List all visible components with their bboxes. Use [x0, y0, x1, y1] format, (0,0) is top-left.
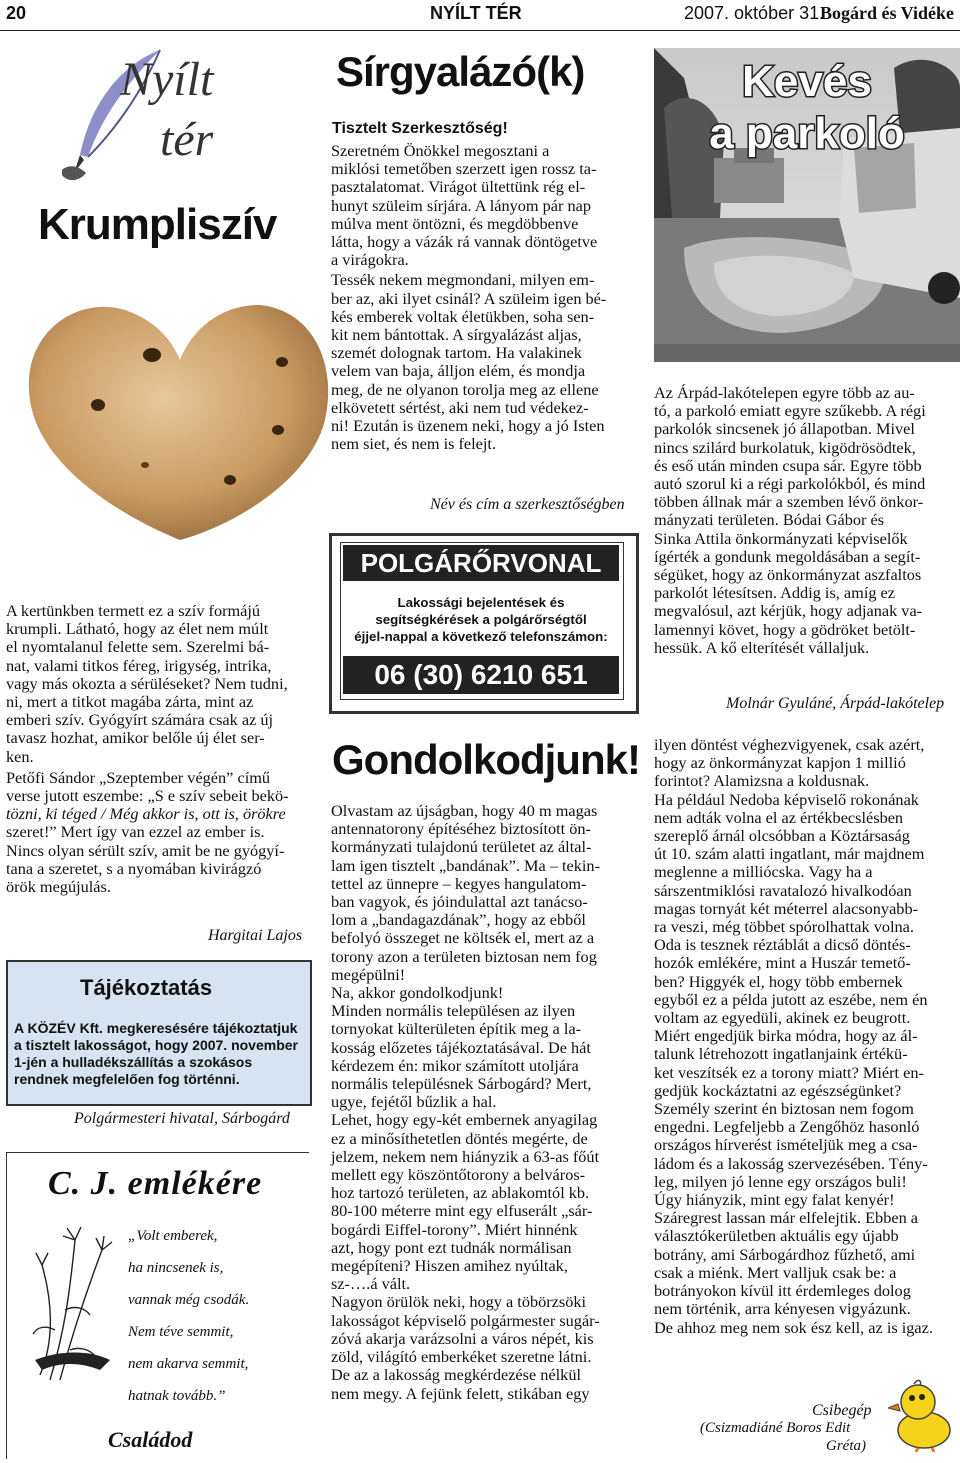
- krumpli-text-line: tavasz hozhat, amikor belőle új élet ser-: [6, 728, 265, 748]
- sirgyalazo-text-line: szemét dolognak tartom. Ha valakinek: [331, 343, 582, 363]
- gondolkodjunk-cont-line: Oda is tesznek réztáblát a dicső döntés-: [654, 935, 911, 955]
- sirgyalazo-signature: Név és cím a szerkesztőségben: [430, 496, 625, 513]
- sirgyalazo-text-line: meg, de ne olyanon torolja meg az ellene: [331, 379, 599, 399]
- newspaper-name: Bogárd és Vidéke: [820, 3, 955, 23]
- krumpli-text-line: emberi szív. Gyógyírt számára csak az új: [6, 710, 274, 730]
- duck-icon: [888, 1378, 954, 1452]
- gondolkodjunk-cont-line: választókerületben aktuális egy újabb: [654, 1226, 899, 1246]
- gondolkodjunk-cont-line: talunk létrehozott ingatlanjaink értékü-: [654, 1044, 908, 1064]
- gondolkodjunk-text-line: tornyokat külterületen építik meg a la-: [331, 1019, 582, 1039]
- gondolkodjunk-cont-line: Száregrest lassan már elfelejtik. Ebben a: [654, 1208, 919, 1228]
- krumpli-text-line: Nincs olyan sérült szív, amit be ne gyógyí-: [6, 840, 285, 860]
- flower-bouquet-icon: [30, 1210, 125, 1385]
- gondolkodjunk-cont-line: leg, milyen jó lenne egy országos buli!: [654, 1171, 907, 1191]
- gondolkodjunk-cont-line: engedni. Legfeljebb a Zengőhöz hasonló: [654, 1117, 920, 1137]
- memorial-poem-line: ha nincsenek is,: [128, 1260, 224, 1276]
- keves-parkolo-body: [654, 384, 960, 657]
- memorial-poem-line: „Volt emberek,: [128, 1228, 218, 1244]
- keves-text-line: megvalósul, azt kérjük, hogy adjanak va-: [654, 601, 923, 621]
- sirgyalazo-text-line: miklósi temetőben szerzett igen rossz ta-: [331, 159, 597, 179]
- gondolkodjunk-cont-line: meglenne a milliócska. Vagy ha a: [654, 862, 873, 882]
- gondolkodjunk-text-line: normális településnek Sárbogárd? Mert,: [331, 1074, 592, 1094]
- gondolkodjunk-cont-line: Miért engedjük birka módra, hogy az ál-: [654, 1026, 918, 1046]
- gondolkodjunk-cont-line: magas tornyát két méterrel alacsonyabb-: [654, 898, 919, 918]
- heart-shaped-potato-image: [20, 290, 340, 550]
- gondolkodjunk-cont-line: hozók emlékére, mint a Huszár temető-: [654, 953, 911, 973]
- gondolkodjunk-cont-line: botrányokon kívül itt érdemleges dolog: [654, 1281, 911, 1301]
- memorial-signature: Családod: [108, 1427, 193, 1452]
- keves-text-line: parkolót létesítsen. Addig is, amíg ez: [654, 583, 896, 603]
- gondolkodjunk-text-line: De az a lakosság megkérdezése nélkül: [331, 1365, 581, 1385]
- krumpli-article-body: [6, 602, 308, 896]
- gondolkodjunk-cont-line: nem történik, arra kényesen vigyázunk.: [654, 1299, 911, 1319]
- gondolkodjunk-signature-detail: Gréta): [826, 1438, 866, 1454]
- sirgyalazo-text-line: Szeretném Önökkel megosztani a: [331, 141, 550, 160]
- gondolkodjunk-cont-line: országos hírverést ismételjük meg a csa-: [654, 1135, 918, 1155]
- keves-text-line: autó szorul ki a régi parkolókból, és mind: [654, 474, 926, 494]
- keves-signature: Molnár Gyuláné, Árpád-lakótelep: [726, 695, 945, 712]
- gondolkodjunk-cont-line: gedjük kockáztatni az egészségünket?: [654, 1080, 902, 1100]
- polgarorvonal-title: POLGÁRŐRVONAL: [343, 545, 619, 581]
- polgarorvonal-text-line: Lakossági bejelentések és: [397, 595, 565, 610]
- keves-text-line: parkolók sincsenek jó állapotban. Mivel: [654, 419, 915, 439]
- krumpli-text-line: ken.: [6, 746, 34, 766]
- gondolkodjunk-cont-line: ket veszítsék ez a torony miatt? Miért en-: [654, 1062, 924, 1082]
- krumpli-text-line: örök megújulás.: [6, 877, 111, 897]
- krumpli-text-line: krumpli. Látható, hogy az élet nem múlt: [6, 619, 269, 639]
- tajekoztatas-signature: Polgármesteri hivatal, Sárbogárd: [74, 1110, 290, 1127]
- gondolkodjunk-text-line: megépíteni? Hiszen amihez nyúltak,: [331, 1256, 568, 1276]
- gondolkodjunk-text-line: hoz tartozó területen, az ablakomtól kb.: [331, 1183, 590, 1203]
- gondolkodjunk-text-line: zóvá akarja varázsolni a város népét, kis: [331, 1328, 594, 1348]
- tajekoztatas-text: A KÖZÉV Kft. megkeresésére tájékoztatjuk a tisztelt lakosságot, hogy 2007. november 1-jén a hulladékszállítás a szokásos rendnek megfelelően fog történni.: [14, 1020, 298, 1087]
- gondolkodjunk-text-line: megépülni!: [331, 964, 406, 984]
- gondolkodjunk-cont-line: botrány, ami Sárbogárdhoz fűzhető, ami: [654, 1244, 916, 1264]
- sirgyalazo-text-line: hunyt szüleim sírjára. A lányom pár nap: [331, 195, 591, 215]
- keves-text-line: Sinka Attila önkormányzati képviselők: [654, 528, 908, 548]
- gondolkodjunk-text-line: befolyó összeget ne költsék el, mert az a: [331, 928, 595, 948]
- polgarorvonal-text-line: éjjel-nappal a következő telefonszámon:: [354, 629, 608, 644]
- sirgyalazo-body: [331, 142, 633, 453]
- gondolkodjunk-body: [331, 802, 633, 1403]
- memorial-poem-line: nem akarva semmit,: [128, 1356, 249, 1372]
- parking-lot-photo: [654, 48, 960, 362]
- gondolkodjunk-text-line: ban vagyok, és jóindulattal azt tanácso-: [331, 892, 588, 912]
- krumpli-author: Hargitai Lajos: [208, 927, 303, 944]
- gondolkodjunk-text-line: 80-100 méterre mint egy elfuserált „sár-: [331, 1201, 593, 1221]
- sirgyalazo-text-line: látta, hogy a vázák rá vannak döntögetve: [331, 232, 598, 252]
- krumpli-text-line: tana a szeretet, s a nyomában kivirágzó: [6, 858, 262, 878]
- gondolkodjunk-text-line: sz-….á vált.: [331, 1274, 411, 1294]
- sirgyalazo-text-line: pasztalatomat. Virágot ültettünk rég el-: [331, 177, 586, 197]
- krumpli-text-line: verse jutott eszembe: „S e szív sebeit bekö-: [6, 786, 289, 806]
- sirgyalazo-text-line: Tessék nekem megmondani, milyen em-: [331, 270, 595, 290]
- gondolkodjunk-cont-line: forintot? Alamizsna a koldusnak.: [654, 771, 870, 791]
- gondolkodjunk-signature-name: Csibegép: [812, 1402, 872, 1419]
- sirgyalazo-text-line: elkövetett sértést, aki nem tud védekez-: [331, 397, 589, 417]
- keves-text-line: lamennyi követ, hogy a gödröket betölt-: [654, 619, 916, 639]
- tajekoztatas-title: Tájékoztatás: [80, 975, 213, 1000]
- gondolkodjunk-text-line: antennatorony építéséhez biztosított ön-: [331, 819, 591, 839]
- gondolkodjunk-cont-line: Ha például Nedoba képviselő rokonának: [654, 789, 919, 809]
- gondolkodjunk-text-line: kormányzati tulajdonú területet az által-: [331, 837, 592, 857]
- issue-date: 2007. október 31.: [684, 3, 825, 23]
- keves-text-line: ségüket, hogy az önkormányzat aszfaltos: [654, 565, 922, 585]
- gondolkodjunk-text-line: mellett egy köszöntőtorony a belváros-: [331, 1165, 586, 1185]
- gondolkodjunk-cont-line: ra veszi, még többet spórolhattak volna.: [654, 917, 914, 937]
- memorial-poem-line: hatnak tovább.”: [128, 1388, 226, 1404]
- keves-text-line: és eső után minden csupa sár. Egyre több: [654, 455, 922, 475]
- sirgyalazo-text-line: múlva ment öntözni, és megdöbbenve: [331, 213, 579, 233]
- gondolkodjunk-text-line: azt, hogy pont ezt tudnák normálisan: [331, 1237, 572, 1257]
- gondolkodjunk-text-line: lam igen tisztelt „bandának”. Ma – tekin-: [331, 855, 600, 875]
- gondolkodjunk-text-line: Lehet, hogy egy-két embernek anyagilag: [331, 1110, 598, 1130]
- gondolkodjunk-signature-detail: (Csizmadiáné Boros Edit: [700, 1420, 851, 1436]
- gondolkodjunk-cont-line: Úgy hiányzik, mint egy falat kenyér!: [654, 1190, 895, 1210]
- gondolkodjunk-text-line: torony azon a területen biztosan nem fog: [331, 946, 597, 966]
- krumpli-text-line: nat, valami titkos féreg, irigység, intrika,: [6, 655, 272, 675]
- krumpli-text-line: Petőfi Sándor „Szeptember végén” című: [6, 767, 271, 787]
- krumpli-text-line: ni, mert a titkot magába zárta, mint az: [6, 692, 254, 712]
- krumpli-article-title: Krumpliszív: [38, 200, 277, 249]
- sirgyalazo-text-line: kit nem bántottak. A sírgyalázást aljas,: [331, 325, 582, 345]
- krumpli-text-line: tözni, ki téged / Még akkor is, ott is, örökre: [6, 804, 286, 824]
- gondolkodjunk-title: Gondolkodjunk!: [332, 736, 640, 783]
- sirgyalazo-text-line: kés emberek voltak életükben, soha sen-: [331, 306, 595, 326]
- gondolkodjunk-text-line: ugye, fejétől bűzlik a hal.: [331, 1092, 497, 1112]
- gondolkodjunk-text-line: Nagyon örülök neki, hogy a töbörzsöki: [331, 1292, 587, 1312]
- gondolkodjunk-cont-line: út 10. szám alatti ingatlant, már majdnem: [654, 844, 925, 864]
- gondolkodjunk-cont-line: Személy szerint én biztosan nem fogom: [654, 1099, 914, 1119]
- gondolkodjunk-continued-body: [654, 736, 960, 1337]
- polgarorvonal-text-line: segítségkérések a polgárőrségtől: [375, 612, 587, 627]
- section-title: NYÍLT TÉR: [430, 3, 522, 23]
- keves-text-line: Az Árpád-lakótelepen egyre több az au-: [654, 383, 915, 402]
- gondolkodjunk-text-line: bogárdi Eiffel-torony”. Miért hinnénk: [331, 1219, 578, 1239]
- polgarorvonal-text: [343, 594, 619, 645]
- gondolkodjunk-text-line: kérdezem én: mikor számított utoljára: [331, 1055, 579, 1075]
- gondolkodjunk-cont-line: nem adták volna el az értékbecslésben: [654, 807, 904, 827]
- krumpli-text-line: A kertünkben termett ez a szív formájú: [6, 601, 261, 620]
- keves-title-line1: Kevés: [742, 57, 872, 106]
- sirgyalazo-text-line: a virágokra.: [331, 250, 409, 270]
- nyilt-ter-heading-line1: Nyílt: [120, 53, 214, 106]
- keves-text-line: tó, a parkoló emiatt egyre szűkebb. A régi: [654, 401, 926, 421]
- keves-text-line: többen állnak már a szemben lévő önkor-: [654, 492, 924, 512]
- krumpli-text-line: szeret!” Mert így van ezzel az ember is.: [6, 822, 265, 842]
- gondolkodjunk-cont-line: csak a miénk. Mert valljuk csak be: a: [654, 1262, 897, 1282]
- gondolkodjunk-text-line: Minden normális településen az ilyen: [331, 1001, 576, 1021]
- keves-text-line: hessük. A kő elterítését vállaljuk.: [654, 637, 870, 657]
- krumpli-text-line: el nyomtalanul felette sem. Szerelmi bá-: [6, 637, 270, 657]
- sirgyalazo-text-line: velem van baja, álljon elém, és mondja: [331, 361, 586, 381]
- sirgyalazo-title: Sírgyalázó(k): [336, 48, 585, 95]
- gondolkodjunk-cont-line: hogy az önkormányzat kapjon 1 millió: [654, 753, 906, 773]
- gondolkodjunk-text-line: nem megy. A fejünk felett, stikában egy: [331, 1383, 590, 1403]
- gondolkodjunk-text-line: lom a „bandagazdának”, hogy az ebből: [331, 910, 586, 930]
- gondolkodjunk-cont-line: ben? Higgyék el, hogy több embernek: [654, 971, 903, 991]
- gondolkodjunk-text-line: jelzem, nekem nem hiányzik a 63-as főút: [331, 1146, 600, 1166]
- page-number: 20: [6, 3, 27, 23]
- sirgyalazo-text-line: nem siet, és nem is felejt.: [331, 434, 497, 454]
- gondolkodjunk-text-line: Na, akkor gondolkodjunk!: [331, 983, 504, 1003]
- memorial-poem-line: Nem téve semmit,: [128, 1324, 234, 1340]
- keves-text-line: ígérték a gondunk megoldásában a segít-: [654, 546, 921, 566]
- gondolkodjunk-text-line: zöld, világító emberkéket szeretne látni.: [331, 1347, 592, 1367]
- gondolkodjunk-text-line: tettel az ünnepre – kegyes hangulatom-: [331, 873, 587, 893]
- gondolkodjunk-cont-line: szereplő árnál olcsóbban a Köztársaság: [654, 826, 910, 846]
- polgarorvonal-phone-number: 06 (30) 6210 651: [343, 656, 619, 694]
- gondolkodjunk-cont-line: egyből ez a példa jutott az eszébe, nem én: [654, 989, 928, 1009]
- gondolkodjunk-cont-line: sárszentmiklósi ravatalozó hivalkodóan: [654, 880, 912, 900]
- gondolkodjunk-cont-line: ilyen döntést véghezvigyenek, csak azért,: [654, 735, 925, 754]
- gondolkodjunk-text-line: kosság előzetes tájékoztatásával. De hát: [331, 1037, 591, 1057]
- gondolkodjunk-text-line: ez a minősíthetetlen döntés megérte, de: [331, 1128, 588, 1148]
- sirgyalazo-text-line: ber az, aki ilyet csinál? A szüleim igen bé-: [331, 288, 607, 308]
- gondolkodjunk-text-line: lakosságot képviselő polgármester sugár-: [331, 1310, 600, 1330]
- keves-text-line: mányzati területen. Bódai Gábor és: [654, 510, 885, 530]
- sirgyalazo-text-line: ni! Ezután is üzenem neki, hogy a jó Isten: [331, 416, 605, 436]
- sirgyalazo-greeting: Tisztelt Szerkesztőség!: [332, 120, 508, 137]
- memorial-title: C. J. emlékére: [48, 1165, 263, 1202]
- gondolkodjunk-cont-line: voltam az egyedüli, akinek ez beugrott.: [654, 1008, 911, 1028]
- nyilt-ter-heading-line2: tér: [160, 113, 214, 166]
- gondolkodjunk-cont-line: De ahhoz meg nem sok ész kell, az is igaz.: [654, 1317, 933, 1337]
- memorial-poem-line: vannak még csodák.: [128, 1292, 250, 1308]
- keves-text-line: nincs szilárd burkolatuk, kigödrösödtek,: [654, 437, 916, 457]
- gondolkodjunk-cont-line: ládom és a lakosság szervezésében. Tény-: [654, 1153, 928, 1173]
- krumpli-text-line: vagy más okozta a sérüléseket? Nem tudni,: [6, 673, 288, 693]
- gondolkodjunk-text-line: Olvastam az újságban, hogy 40 m magas: [331, 801, 598, 820]
- keves-title-line2: a parkoló: [709, 109, 905, 158]
